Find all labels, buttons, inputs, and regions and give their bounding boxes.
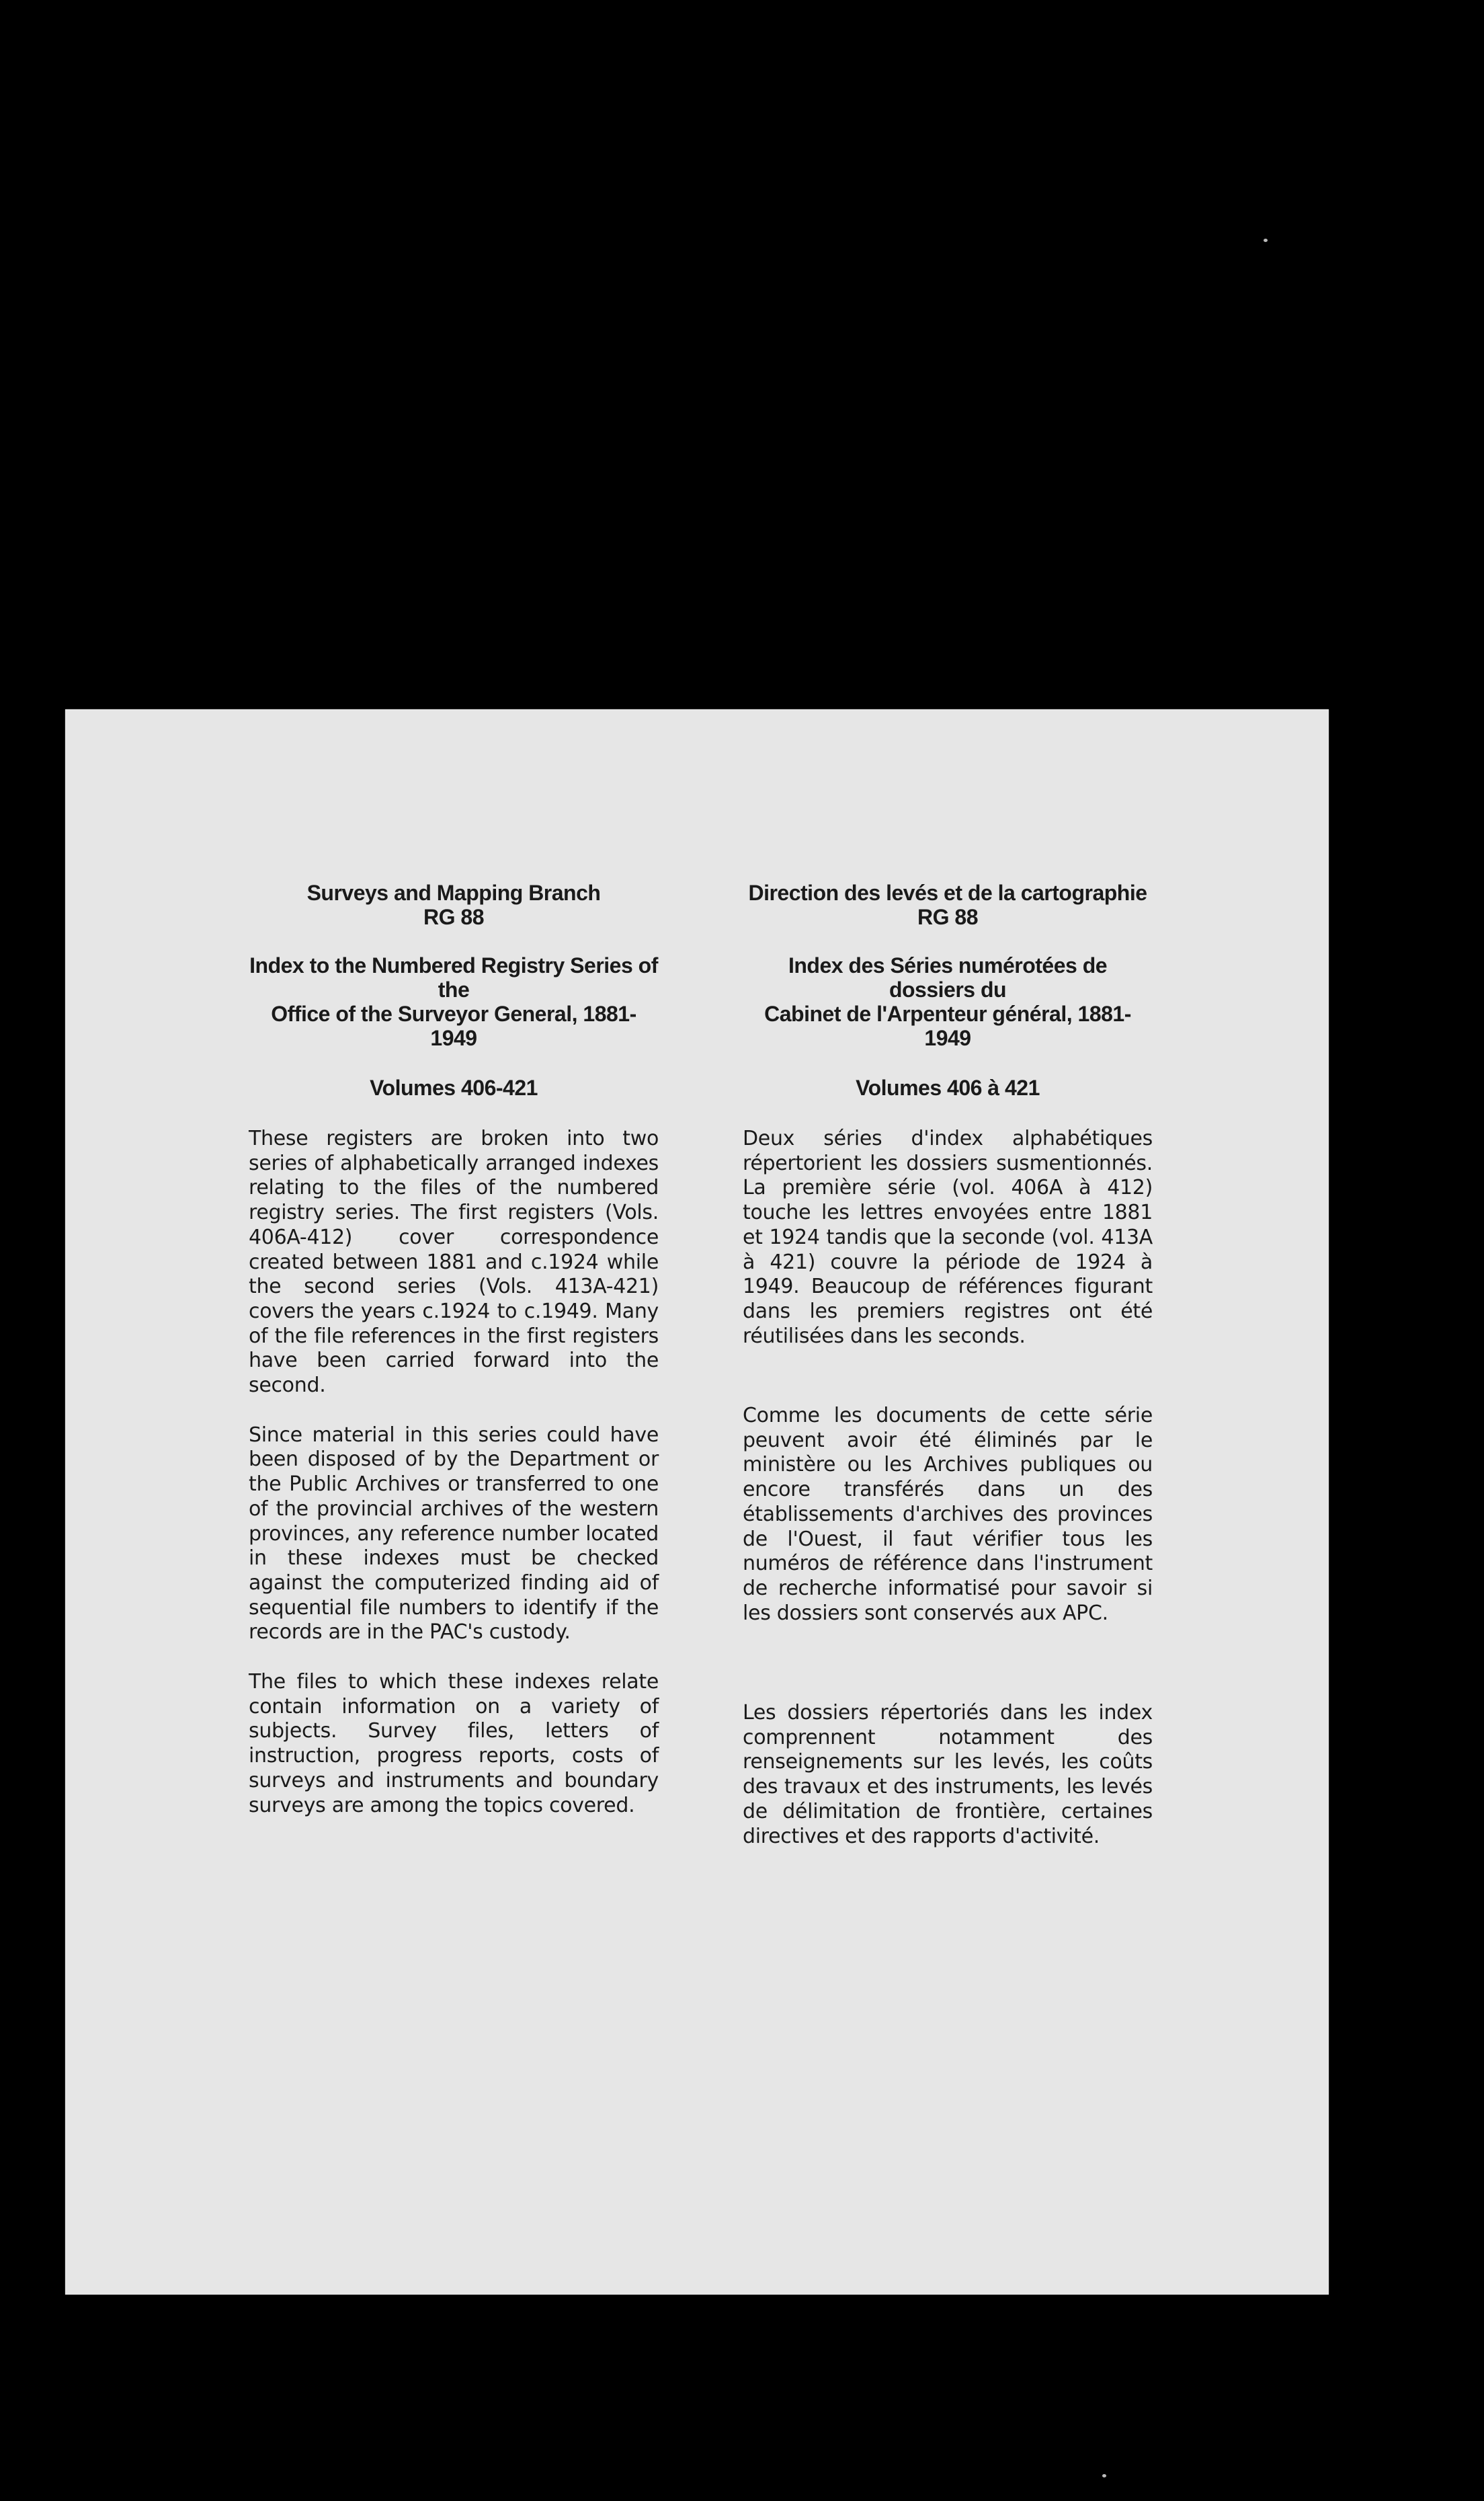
paragraph-en-3: The files to which these indexes relate contain information on a variety of subjects. Survey files, letters of instruction, progress reports, costs of surveys and instruments and boundary surveys are among the topics covered. — [249, 1670, 659, 1817]
paragraph-fr-1: Deux séries d'index alphabétiques répertorient les dossiers susmentionnés. La première série (vol. 406A à 412) touche les lettres envoyées entre 1881 et 1924 tandis que la seconde (vol. 413A à 421) couvre la période de 1924 à 1949. Beaucoup de références figurant dans les premiers registres ont été réutilisées dans les seconds. — [743, 1127, 1153, 1348]
volumes-heading-fr: Volumes 406 à 421 — [856, 1076, 1040, 1100]
index-title-line2-en: Office of the Surveyor General, 1881-1949 — [271, 1002, 636, 1050]
paragraph-en-2: Since material in this series could have been disposed of by the Department or the Public Archives or transferred to one of the provincial archives of the western provinces, any reference number located in these indexes must be checked against the computerized finding aid of sequential file numbers to identify if the records are in the PAC's custody. — [249, 1423, 659, 1644]
record-group-fr: RG 88 — [917, 905, 978, 929]
record-group-en: RG 88 — [423, 905, 484, 929]
volumes-heading-en: Volumes 406-421 — [370, 1076, 538, 1100]
paragraph-en-1: These registers are broken into two series of alphabetically arranged indexes relating to the files of the numbered registry series. The first registers (Vols. 406A-412) cover correspondence created between 1881 and c.1924 while the second series (Vols. 413A-421) covers the years c.1924 to c.1949. Many of the file references in the first registers have been carried forward into the second. — [249, 1127, 659, 1398]
index-title-line2-fr: Cabinet de l'Arpenteur général, 1881-1949 — [764, 1002, 1131, 1050]
english-column — [249, 881, 659, 1818]
scan-speck — [1102, 2474, 1106, 2477]
french-column — [743, 881, 1153, 1848]
scan-speck — [1264, 239, 1268, 242]
paragraph-fr-3: Les dossiers répertoriés dans les index comprennent notamment des renseignements sur les levés, les coûts des travaux et des instruments, les levés de délimitation de frontière, certaines directives et des rapports d'activité. — [743, 1701, 1153, 1848]
branch-heading-fr: Direction des levés et de la cartographie — [748, 881, 1147, 905]
index-title-line1-en: Index to the Numbered Registry Series of the — [249, 953, 658, 1002]
paragraph-fr-2: Comme les documents de cette série peuvent avoir été éliminés par le ministère ou les Archives publiques ou encore transférés dans un des établissements d'archives des provinces de l'Ouest, il faut vérifier tous les numéros de référence dans l'instrument de recherche informatisé pour savoir si les dossiers sont conservés aux APC. — [743, 1404, 1153, 1625]
index-title-line1-fr: Index des Séries numérotées de dossiers du — [788, 953, 1108, 1002]
branch-heading-en: Surveys and Mapping Branch — [306, 881, 601, 905]
